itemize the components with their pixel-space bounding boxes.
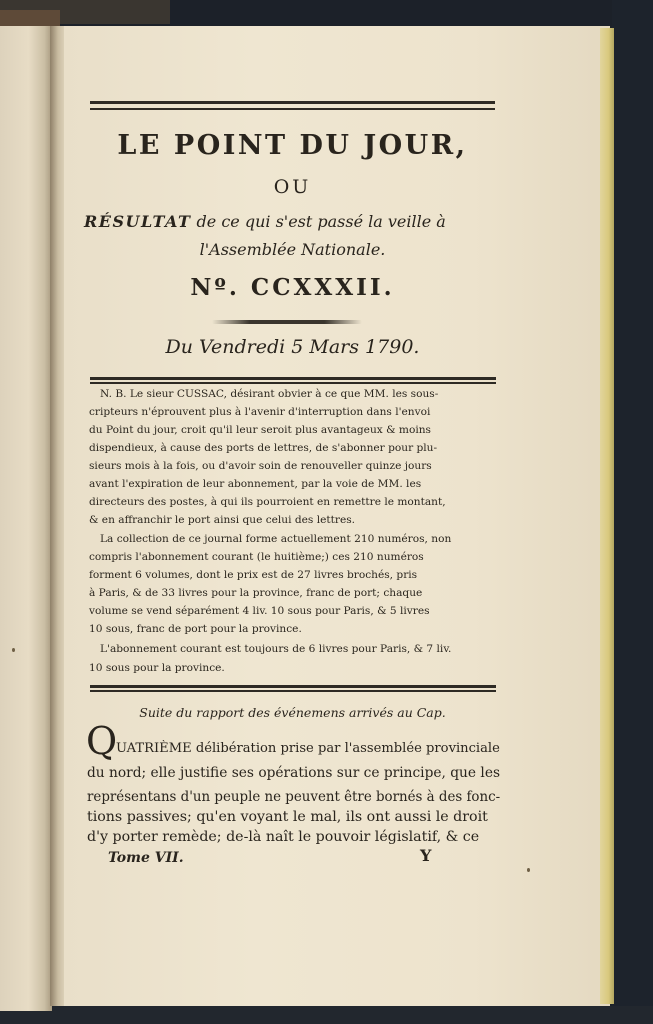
background-right <box>612 0 653 1024</box>
volume-label: Tome VII. <box>108 850 184 866</box>
subtitle-line-1 <box>84 212 446 231</box>
paper-speck <box>12 648 15 652</box>
notice-line: dispendieux, à cause des ports de lettres, de s'abonner pour plu- <box>89 442 438 454</box>
subtitle-keyword: RÉSULTAT <box>84 212 192 231</box>
notice-line: & en affranchir le port ainsi que celui des lettres. <box>89 514 356 526</box>
subtitle-line-2: l'Assemblée Nationale. <box>199 240 386 259</box>
notice-line: avant l'expiration de leur abonnement, par la voie de MM. les <box>89 478 422 490</box>
issue-date: Du Vendredi 5 Mars 1790. <box>165 336 420 358</box>
ornament-divider <box>212 320 362 324</box>
body-line: du nord; elle justifie ses opérations sur ce principe, que les <box>87 765 501 781</box>
signature-mark: Y <box>420 846 432 865</box>
notice-bottom-rule <box>90 685 496 692</box>
notice-line: sieurs mois à la fois, ou d'avoir soin de renouveller quinze jours <box>89 460 432 472</box>
notice-line: 10 sous pour la province. <box>89 662 225 674</box>
notice-line: à Paris, & de 33 livres pour la province, franc de port; chaque <box>89 587 423 599</box>
notice-line: forment 6 volumes, dont le prix est de 27 livres brochés, pris <box>89 569 418 581</box>
notice-line: La collection de ce journal forme actuellement 210 numéros, non <box>100 533 452 545</box>
issue-number: Nº. CCXXXII. <box>190 274 395 301</box>
notice-line: 10 sous, franc de port pour la province. <box>89 623 302 635</box>
notice-line: directeurs des postes, à qui ils pourroient en remettre le montant, <box>89 496 446 508</box>
body-line: tions passives; qu'en voyant le mal, ils ont aussi le droit <box>87 809 488 825</box>
notice-line: compris l'abonnement courant (le huitième;) ces 210 numéros <box>89 551 424 563</box>
body-line: UATRIÈME délibération prise par l'assemblée provinciale <box>116 741 500 756</box>
notice-line: volume se vend séparément 4 liv. 10 sous pour Paris, & 5 livres <box>89 605 430 617</box>
page-stack-edge <box>600 28 614 1004</box>
notice-top-rule <box>90 377 496 384</box>
body-line: d'y porter remède; de-là naît le pouvoir législatif, & ce <box>87 829 480 845</box>
notice-line: du Point du jour, croit qu'il leur seroit plus avantageux & moins <box>89 424 431 436</box>
subtitle-rest: de ce qui s'est passé la veille à <box>196 212 446 231</box>
background-bottom <box>0 1006 653 1024</box>
body-line: représentans d'un peuple ne peuvent être bornés à des fonc- <box>87 789 501 805</box>
left-page-edge <box>0 26 52 1011</box>
notice-line: N. B. Le sieur CUSSAC, désirant obvier à ce que MM. les sous- <box>100 388 439 400</box>
title-conjunction: OU <box>273 176 312 198</box>
paper-speck <box>527 868 530 872</box>
newspaper-title: LE POINT DU JOUR, <box>117 130 468 161</box>
section-title: Suite du rapport des événemens arrivés au Cap. <box>139 705 446 720</box>
notice-line: L'abonnement courant est toujours de 6 livres pour Paris, & 7 liv. <box>100 643 452 655</box>
drop-cap: Q <box>86 719 118 763</box>
header-top-rule <box>90 101 495 110</box>
notice-line: cripteurs n'éprouvent plus à l'avenir d'interruption dans l'envoi <box>89 406 431 418</box>
book-cover-corner <box>0 10 60 26</box>
